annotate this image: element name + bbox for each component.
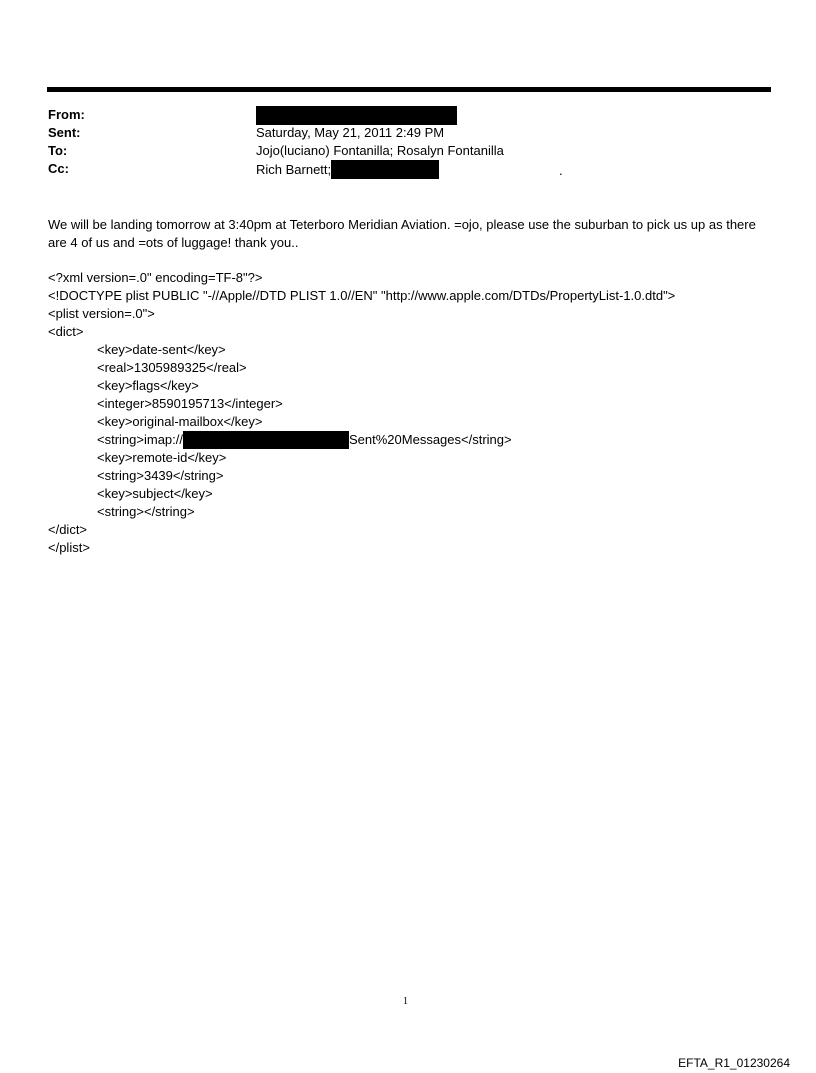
- integer-value: <integer>8590195713</integer>: [97, 396, 283, 411]
- key-flags: <key>flags</key>: [97, 378, 199, 393]
- string-subject: <string></string>: [97, 504, 195, 519]
- to-row: [48, 142, 768, 160]
- to-label: To:: [48, 143, 68, 158]
- page-number: 1: [403, 996, 408, 1007]
- cc-row: [48, 160, 768, 178]
- cc-value: [256, 160, 439, 179]
- key-original-mailbox: <key>original-mailbox</key>: [97, 414, 263, 429]
- xml-declaration: <?xml version=.0" encoding=TF-8"?>: [48, 270, 263, 285]
- plist-xml-block: [48, 269, 768, 557]
- email-header: [48, 106, 768, 178]
- redaction-box: [331, 160, 439, 179]
- xml-doctype: <!DOCTYPE plist PUBLIC "-//Apple//DTD PLIST 1.0//EN" "http://www.apple.com/DTDs/PropertyList-1.0.dtd">: [48, 288, 676, 303]
- from-label: From:: [48, 107, 85, 122]
- dict-open-tag: <dict>: [48, 324, 84, 339]
- key-remote-id: <key>remote-id</key>: [97, 450, 227, 465]
- key-subject: <key>subject</key>: [97, 486, 213, 501]
- plist-close-tag: </plist>: [48, 540, 90, 555]
- real-value: <real>1305989325</real>: [97, 360, 247, 375]
- header-divider: [47, 87, 771, 92]
- cc-label: Cc:: [48, 161, 69, 176]
- document-id: EFTA_R1_01230264: [678, 1056, 790, 1070]
- from-value: [256, 106, 457, 125]
- message-body: We will be landing tomorrow at 3:40pm at Teterboro Meridian Aviation. =ojo, please use the suburban to pick us up as there are 4 of us and =ots of luggage! thank you..: [48, 217, 756, 250]
- to-value: Jojo(luciano) Fontanilla; Rosalyn Fontanilla: [256, 143, 504, 158]
- redaction-box: [256, 106, 457, 125]
- redaction-box: [183, 431, 349, 449]
- string-imap: [48, 431, 768, 449]
- imap-prefix: <string>imap://: [97, 432, 183, 447]
- imap-suffix: Sent%20Messages</string>: [349, 432, 512, 447]
- stray-mark: .: [559, 163, 563, 178]
- sent-label: Sent:: [48, 125, 81, 140]
- from-row: [48, 106, 768, 124]
- plist-open-tag: <plist version=.0">: [48, 306, 155, 321]
- cc-recipient: Rich Barnett;: [256, 161, 332, 177]
- key-date-sent: <key>date-sent</key>: [97, 342, 226, 357]
- sent-row: [48, 124, 768, 142]
- string-remote-id: <string>3439</string>: [97, 468, 224, 483]
- sent-value: Saturday, May 21, 2011 2:49 PM: [256, 125, 445, 140]
- dict-close-tag: </dict>: [48, 522, 88, 537]
